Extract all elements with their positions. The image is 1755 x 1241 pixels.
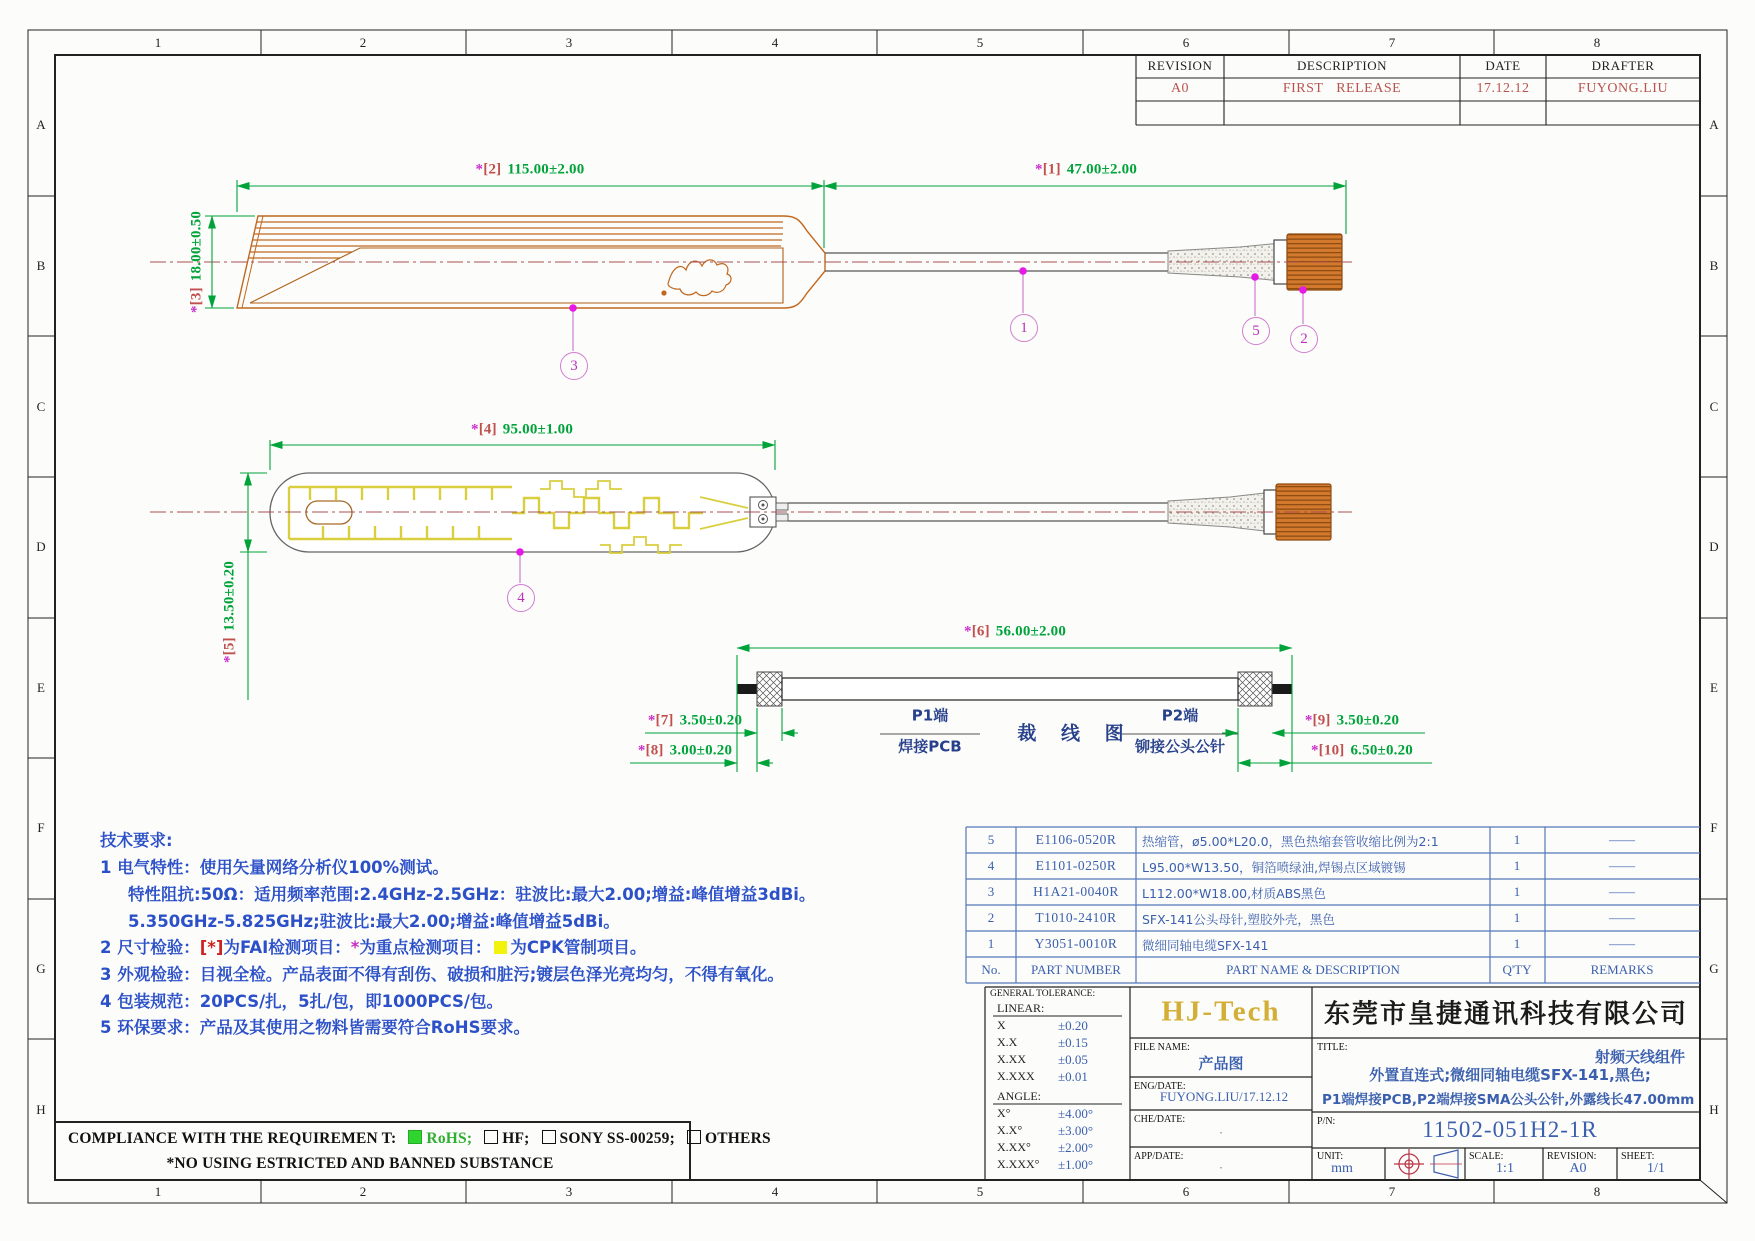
revision-header: REVISION <box>1147 58 1213 73</box>
bom-cell: —— <box>1609 910 1635 925</box>
bom-cell: T1010-2410R <box>1035 910 1117 925</box>
p2-sublabel: 铆接公头公针 <box>1134 737 1226 756</box>
grid-row-label: E <box>37 680 45 695</box>
bom-cell: —— <box>1609 832 1635 847</box>
dim-7: *[7] 3.50±0.20 <box>647 712 743 729</box>
grid-col-label: 4 <box>771 1184 779 1199</box>
bom-cell: 热缩管，ø5.00*L20.0，黑色热缩套管收缩比例为2:1 <box>1142 834 1439 849</box>
cpk-yellow-swatch <box>494 941 507 954</box>
che-date-label: CHE/DATE: <box>1134 1114 1186 1125</box>
dim-2: *[2] 115.00±2.00 <box>475 161 585 178</box>
file-name-label: FILE NAME: <box>1134 1042 1190 1053</box>
grid-row-label: B <box>36 258 46 273</box>
grid-col-label: 5 <box>976 35 984 50</box>
angle-label: ANGLE: <box>997 1089 1041 1103</box>
bom-cell: 1 <box>1513 832 1521 847</box>
pn-value: 11502-051H2-1R <box>1422 1117 1598 1142</box>
grid-col-label: 8 <box>1593 35 1601 50</box>
pcb-view-cable <box>788 484 1331 540</box>
tol-row-label: X.X <box>997 1035 1018 1049</box>
housing-logo-dot <box>661 290 666 295</box>
tech-req-heading: 技术要求: <box>100 831 173 850</box>
revision-label: REVISION: <box>1547 1151 1597 1162</box>
grid-row-label: D <box>36 539 46 554</box>
unit-label: UNIT: <box>1317 1151 1344 1162</box>
tech-req-item2: 2 尺寸检验：[*]为FAI检测项目：*为重点检测项目： 为CPK管制项目。 <box>100 938 647 957</box>
dim-10: *[10] 6.50±0.20 <box>1310 742 1414 759</box>
tech-req-item3: 3 外观检验：目视全检。产品表面不得有刮伤、破损和脏污;镀层色泽光亮均匀，不得有氧化。 <box>100 965 784 984</box>
bom-cell: L95.00*W13.50，铜箔喷绿油,焊锡点区域镀锡 <box>1142 860 1406 875</box>
dim-6: *[6] 56.00±2.00 <box>963 623 1067 640</box>
tol-row-value: ±2.00° <box>1058 1140 1094 1155</box>
linear-label: LINEAR: <box>997 1001 1045 1015</box>
grid-col-label: 1 <box>154 35 162 50</box>
tol-row-value: ±0.01 <box>1058 1069 1088 1084</box>
grid-col-label: 5 <box>976 1184 984 1199</box>
grid-row-label: H <box>36 1102 46 1117</box>
date-value: 17.12.12 <box>1476 81 1530 96</box>
grid-row-label: B <box>1709 258 1719 273</box>
others-checkbox <box>687 1130 701 1144</box>
company-logo: HJ-Tech <box>1161 995 1281 1028</box>
housing-logo-squiggle <box>668 260 731 296</box>
sony-checkbox <box>542 1130 556 1144</box>
bom-cell: 5 <box>987 832 995 847</box>
title-label: TITLE: <box>1317 1042 1348 1053</box>
dim-3: *[3]18.00±0.50 <box>188 210 205 314</box>
bom-cell: 1 <box>1513 884 1521 899</box>
title-line-2: 外置直连式;微细同轴电缆SFX-141,黑色; <box>1369 1066 1651 1084</box>
bom-cell: 3 <box>987 884 995 899</box>
tech-req-item5: 5 环保要求：产品及其使用之物料皆需要符合RoHS要求。 <box>100 1018 530 1037</box>
sheet-label: SHEET: <box>1621 1151 1655 1162</box>
bom-cell: 1 <box>1513 910 1521 925</box>
tol-row-label: X.X° <box>997 1123 1023 1137</box>
scale-label: SCALE: <box>1469 1151 1504 1162</box>
revision-value: A0 <box>1170 81 1190 96</box>
tol-row-value: ±0.20 <box>1058 1018 1088 1033</box>
che-date-value: . <box>1219 1122 1223 1137</box>
grid-col-label: 7 <box>1388 1184 1396 1199</box>
bom-header-pn: PART NUMBER <box>1031 962 1121 977</box>
bom-cell: 2 <box>987 910 995 925</box>
p1-sublabel: 焊接PCB <box>898 737 962 756</box>
grid-col-label: 1 <box>154 1184 162 1199</box>
compliance-line-2: *NO USING ESTRICTED AND BANNED SUBSTANCE <box>166 1155 554 1172</box>
p1-label: P1端 <box>911 706 949 725</box>
bom-cell: —— <box>1609 884 1635 899</box>
tech-req-item1: 1 电气特性：使用矢量网络分析仪100%测试。 <box>100 858 449 877</box>
dim-9: *[9] 3.50±0.20 <box>1304 712 1400 729</box>
grid-col-label: 4 <box>771 35 779 50</box>
bom-cell: 微细同轴电缆SFX-141 <box>1142 938 1269 953</box>
tol-row-value: ±0.15 <box>1058 1035 1088 1050</box>
bom-cell: SFX-141公头母针,塑胶外壳，黑色 <box>1142 912 1335 927</box>
app-date-label: APP/DATE: <box>1134 1151 1184 1162</box>
dim-5: *[5]13.50±0.20 <box>221 560 238 664</box>
eng-date-value: FUYONG.LIU/17.12.12 <box>1159 1089 1289 1104</box>
bom-cell: 4 <box>987 858 995 873</box>
bom-cell: L112.00*W18.00,材质ABS黑色 <box>1142 886 1326 901</box>
bom-cell: —— <box>1609 936 1635 951</box>
cut-wire-diagram <box>737 672 1292 734</box>
tech-req-item1b: 特性阻抗:50Ω：适用频率范围:2.4GHz-2.5GHz：驻波比:最大2.00;增益:峰值增益3dBi。 <box>128 885 816 904</box>
tol-row-label: X <box>997 1018 1006 1032</box>
bom-table-lines <box>966 827 1700 983</box>
bom-header-desc: PART NAME & DESCRIPTION <box>1226 962 1400 977</box>
file-name-value: 产品图 <box>1198 1054 1244 1073</box>
description-value: FIRST RELEASE <box>1282 81 1402 96</box>
grid-row-label: E <box>1710 680 1718 695</box>
unit-value: mm <box>1331 1161 1353 1176</box>
p2-label: P2端 <box>1161 706 1199 725</box>
grid-row-label: G <box>1709 961 1719 976</box>
tol-row-label: X.XXX <box>997 1069 1035 1083</box>
date-header: DATE <box>1485 58 1521 73</box>
grid-col-label: 7 <box>1388 35 1396 50</box>
scale-value: 1:1 <box>1496 1161 1514 1176</box>
tol-row-value: ±1.00° <box>1058 1157 1094 1172</box>
company-name: 东莞市皇捷通讯科技有限公司 <box>1323 999 1689 1030</box>
grid-col-label: 3 <box>565 35 573 50</box>
tol-row-label: X.XXX° <box>997 1157 1040 1171</box>
tol-row-value: ±3.00° <box>1058 1123 1094 1138</box>
grid-row-label: A <box>36 117 46 132</box>
tech-req-item4: 4 包装规范：20PCS/扎，5扎/包，即1000PCS/包。 <box>100 992 503 1011</box>
dim-1: *[1] 47.00±2.00 <box>1034 161 1138 178</box>
bom-cell: Y3051-0010R <box>1034 936 1118 951</box>
balloon-3: 3 <box>560 352 588 380</box>
bom-cell: 1 <box>987 936 995 951</box>
dim-4: *[4] 95.00±1.00 <box>470 421 574 438</box>
bom-cell: H1A21-0040R <box>1033 884 1119 899</box>
bom-cell: —— <box>1609 858 1635 873</box>
grid-col-label: 3 <box>565 1184 573 1199</box>
pcb-view <box>270 473 788 553</box>
projection-symbol <box>1394 1149 1462 1179</box>
general-tolerance-label: GENERAL TOLERANCE: <box>990 989 1096 999</box>
bom-cell: E1106-0520R <box>1035 832 1117 847</box>
title-line-1: 射频天线组件 <box>1594 1048 1685 1066</box>
bom-cell: 1 <box>1513 936 1521 951</box>
bom-cell: 1 <box>1513 858 1521 873</box>
rohs-checkbox <box>408 1130 422 1144</box>
bom-header-no: No. <box>981 962 1001 977</box>
grid-row-label: C <box>1709 399 1719 414</box>
eng-date-label: ENG/DATE: <box>1134 1081 1186 1092</box>
revision-value-tb: A0 <box>1569 1161 1587 1176</box>
app-date-value: . <box>1219 1157 1223 1172</box>
tol-row-value: ±4.00° <box>1058 1106 1094 1121</box>
grid-col-label: 6 <box>1182 1184 1190 1199</box>
tol-row-label: X.XX <box>997 1052 1026 1066</box>
drafter-header: DRAFTER <box>1591 58 1655 73</box>
pn-label: P/N: <box>1317 1116 1336 1127</box>
balloon-1: 1 <box>1010 314 1038 342</box>
grid-row-label: F <box>1710 820 1718 835</box>
description-header: DESCRIPTION <box>1296 58 1388 73</box>
cut-diagram-title: 裁 线 图 <box>1017 722 1133 745</box>
balloon-2: 2 <box>1290 325 1318 353</box>
grid-row-label: G <box>36 961 46 976</box>
drafter-value: FUYONG.LIU <box>1577 81 1669 96</box>
grid-col-label: 8 <box>1593 1184 1601 1199</box>
bom-cell: E1101-0250R <box>1035 858 1117 873</box>
grid-row-label: D <box>1709 539 1719 554</box>
grid-row-label: H <box>1709 1102 1719 1117</box>
tol-row-value: ±0.05 <box>1058 1052 1088 1067</box>
title-line-3: P1端焊接PCB,P2端焊接SMA公头公针,外露线长47.00mm <box>1322 1092 1695 1108</box>
sheet-value: 1/1 <box>1647 1161 1665 1176</box>
grid-row-label: C <box>36 399 46 414</box>
tech-req-item1c: 5.350GHz-5.825GHz;驻波比:最大2.00;增益:峰值增益5dBi。 <box>128 912 620 931</box>
compliance-line-1: COMPLIANCE WITH THE REQUIREMEN T: RoHS; HF; SONY SS-00259; OTHERS <box>68 1130 771 1147</box>
grid-row-label: A <box>1709 117 1719 132</box>
balloon-5: 5 <box>1242 317 1270 345</box>
grid-col-label: 2 <box>359 1184 367 1199</box>
tol-row-label: X.XX° <box>997 1140 1031 1154</box>
grid-col-label: 2 <box>359 35 367 50</box>
dim-8: *[8] 3.00±0.20 <box>637 742 733 759</box>
bom-header-qty: Q'TY <box>1502 962 1532 977</box>
bom-header-remarks: REMARKS <box>1590 962 1654 977</box>
tol-row-label: X° <box>997 1106 1011 1120</box>
balloon-4: 4 <box>507 584 535 612</box>
grid-row-label: F <box>37 820 45 835</box>
hf-checkbox <box>484 1130 498 1144</box>
grid-col-label: 6 <box>1182 35 1190 50</box>
